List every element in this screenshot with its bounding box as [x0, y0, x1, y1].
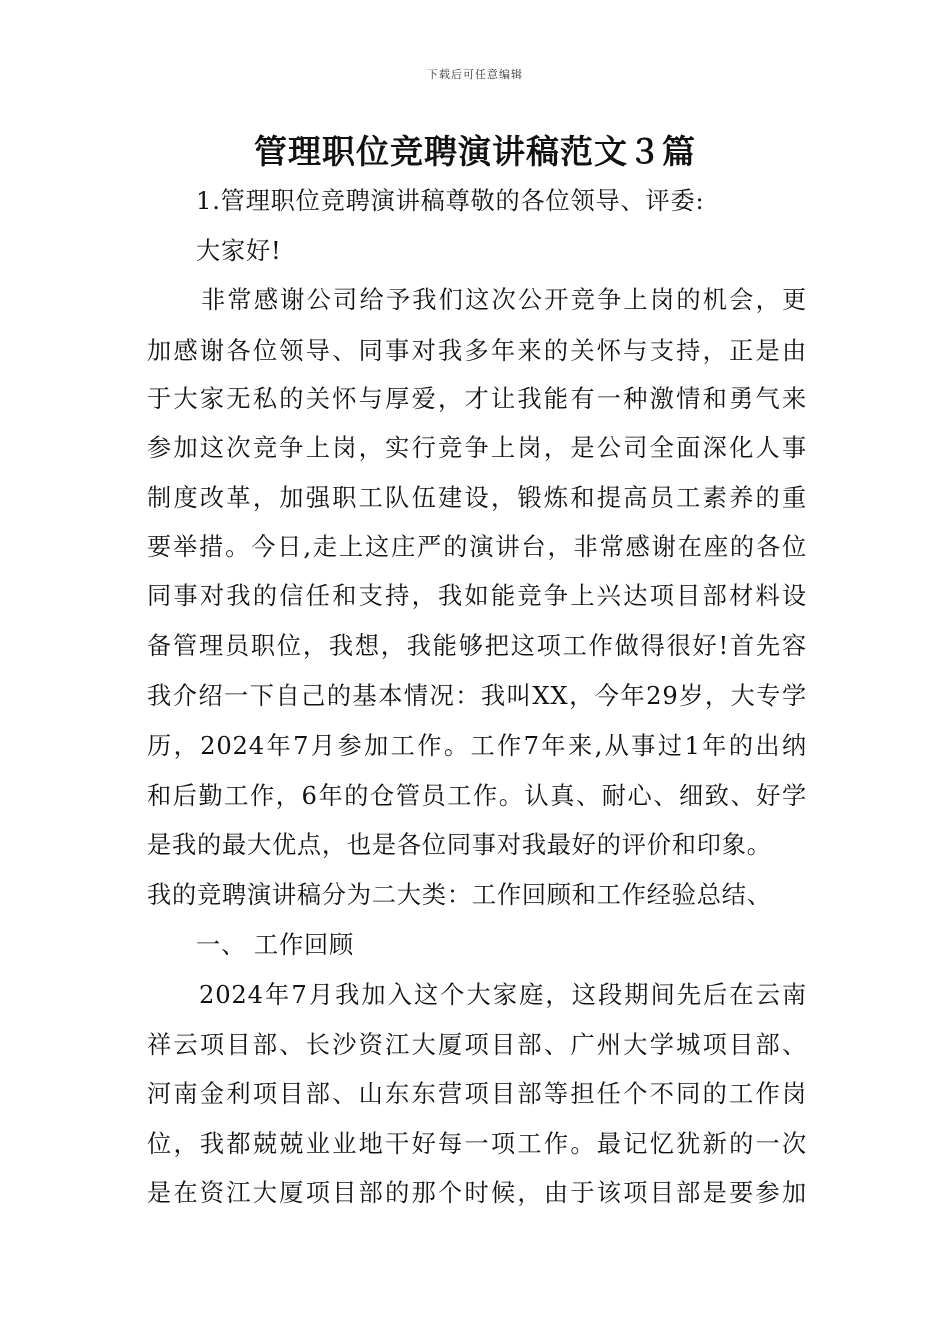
section-number: 一、: [196, 931, 246, 959]
paragraph-line: 制度改革，加强职工队伍建设，锻炼和提高员工素养的重: [147, 484, 807, 512]
paragraph-line: 非常感谢公司给予我们这次公开竞争上岗的机会，更: [201, 286, 807, 314]
paragraph-line: 2024年7月我加入这个大家庭，这段期间先后在云南: [199, 981, 807, 1009]
paragraph-line: 历，2024年7月参加工作。工作7年来,从事过1年的出纳: [147, 732, 807, 760]
paragraph-line: 是在资江大厦项目部的那个时候，由于该项目部是要参加: [147, 1179, 807, 1207]
paragraph-line: 河南金利项目部、山东东营项目部等担任个不同的工作岗: [147, 1080, 807, 1108]
paragraph-line: 要举措。今日,走上这庄严的演讲台，非常感谢在座的各位: [147, 533, 807, 561]
document-title: 管理职位竞聘演讲稿范文３篇: [254, 132, 696, 171]
paragraph-line: 我介绍一下自己的基本情况：我叫XX，今年29岁，大专学: [147, 682, 807, 710]
paragraph-line: 备管理员职位，我想，我能够把这项工作做得很好!首先容: [147, 632, 807, 660]
paragraph-line: 同事对我的信任和支持，我如能竞争上兴达项目部材料设: [147, 582, 807, 610]
paragraph-line: 加感谢各位领导、同事对我多年来的关怀与支持，正是由: [147, 337, 807, 365]
section-heading: [196, 930, 596, 960]
header-note: 下载后可任意编辑: [427, 68, 523, 81]
paragraph-line: 参加这次竞争上岗，实行竞争上岗，是公司全面深化人事: [147, 434, 807, 462]
paragraph-line: 和后勤工作，6年的仓管员工作。认真、耐心、细致、好学: [147, 782, 807, 810]
paragraph-line: 祥云项目部、长沙资江大厦项目部、广州大学城项目部、: [147, 1031, 807, 1059]
section-title: 工作回顾: [254, 931, 354, 959]
paragraph-line: 于大家无私的关怀与厚爱，才让我能有一种激情和勇气来: [147, 385, 807, 413]
paragraph-line: 位，我都兢兢业业地干好每一项工作。最记忆犹新的一次: [147, 1130, 807, 1158]
salutation: 1.管理职位竞聘演讲稿尊敬的各位领导、评委:: [196, 187, 705, 215]
greeting: 大家好!: [196, 237, 282, 265]
paragraph-line: 是我的最大优点，也是各位同事对我最好的评价和印象。: [147, 831, 772, 859]
paragraph-line: 我的竞聘演讲稿分为二大类：工作回顾和工作经验总结、: [147, 881, 772, 909]
